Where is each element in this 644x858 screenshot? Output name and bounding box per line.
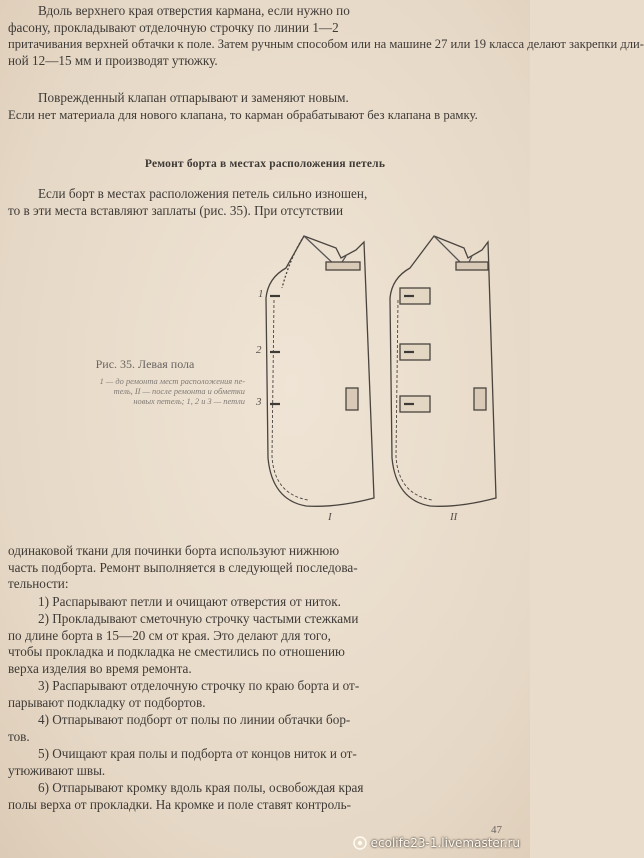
text-line: тов. bbox=[8, 728, 30, 744]
list-step-6 bbox=[8, 780, 495, 813]
text-line: то в эти места вставляют заплаты (рис. 35). При отсутствии bbox=[8, 202, 344, 218]
text-line: Если нет материала для нового клапана, то карман обрабатывают без клапана в рамку. bbox=[8, 107, 478, 122]
paragraph-4 bbox=[8, 543, 495, 593]
garment-diagram bbox=[246, 228, 506, 533]
paragraph-3 bbox=[8, 186, 495, 219]
list-step-5 bbox=[8, 746, 495, 779]
text-line: тельности: bbox=[8, 576, 69, 592]
panel-two-pocket bbox=[474, 388, 486, 410]
text-line: Если борт в местах расположения петель сильно изношен, bbox=[38, 186, 368, 201]
panel-two-pocket-flap bbox=[456, 262, 488, 270]
text-line: чтобы прокладка и подкладка не сместились по отношению bbox=[8, 644, 345, 660]
mark-2-label: 2 bbox=[256, 344, 262, 356]
watermark bbox=[353, 836, 520, 850]
text-line: утюживают швы. bbox=[8, 762, 106, 778]
legend-line: 1 — до ремонта мест расположения пе- bbox=[99, 377, 245, 386]
list-step-3 bbox=[8, 678, 495, 711]
panel-one-pocket bbox=[346, 388, 358, 410]
mark-3-label: 3 bbox=[256, 396, 262, 408]
list-step-4 bbox=[8, 712, 495, 745]
text-line: часть подборта. Ремонт выполняется в следующей последова- bbox=[8, 559, 358, 575]
text-line: 2) Прокладывают сметочную строчку частыми стежками bbox=[38, 611, 359, 626]
panel-one-outline bbox=[266, 236, 374, 506]
page-number: 47 bbox=[491, 824, 502, 836]
mark-1-label: 1 bbox=[258, 288, 264, 300]
text-line: верха изделия во время ремонта. bbox=[8, 661, 192, 677]
legend-line: тель, II — после ремонта и обметки bbox=[113, 387, 245, 396]
text-line: 5) Очищают края полы и подборта от концов ниток и от- bbox=[38, 746, 357, 761]
paragraph-1 bbox=[8, 3, 644, 70]
text-line: Вдоль верхнего края отверстия кармана, если нужно по bbox=[38, 3, 350, 18]
panel-two-label: II bbox=[450, 511, 458, 523]
text-line: ной 12—15 мм и производят утюжку. bbox=[8, 53, 218, 69]
paragraph-2 bbox=[8, 90, 495, 123]
figure-caption-legend bbox=[45, 377, 245, 407]
list-step-1 bbox=[8, 594, 495, 611]
text-line: по длине борта в 15—20 см от края. Это делают для того, bbox=[8, 627, 331, 643]
text-line: притачивания верхней обтачки к поле. Затем ручным способом или на машине 27 или 19 класса делают закрепки дли- bbox=[8, 37, 644, 52]
panel-one-pocket-flap bbox=[326, 262, 360, 270]
watermark-text: ecolife23-1.livemaster.ru bbox=[370, 836, 520, 850]
figure-caption: Рис. 35. Левая пола bbox=[95, 357, 195, 371]
text-line: Поврежденный клапан отпарывают и заменяют новым. bbox=[38, 90, 349, 105]
list-step-2 bbox=[8, 611, 495, 678]
text-line: полы верха от прокладки. На кромке и поле ставят контроль- bbox=[8, 796, 351, 812]
legend-line: новых петель; 1, 2 и 3 — петли bbox=[133, 397, 245, 406]
text-line: 3) Распарывают отделочную строчку по краю борта и от- bbox=[38, 678, 360, 693]
text-line: одинаковой ткани для починки борта используют нижнюю bbox=[8, 543, 340, 558]
section-heading: Ремонт борта в местах расположения петель bbox=[144, 158, 386, 170]
watermark-icon bbox=[353, 836, 367, 850]
text-line: фасону, прокладывают отделочную строчку по линии 1—2 bbox=[8, 19, 339, 35]
text-line: парывают подкладку от подбортов. bbox=[8, 694, 206, 710]
text-line: 4) Отпарывают подборт от полы по линии обтачки бор- bbox=[38, 712, 351, 727]
text-line: 6) Отпарывают кромку вдоль края полы, освобождая края bbox=[38, 780, 364, 795]
text-line: 1) Распарывают петли и очищают отверстия от ниток. bbox=[38, 594, 341, 609]
panel-one-label: I bbox=[328, 511, 332, 523]
panel-two-outline bbox=[390, 236, 496, 506]
figure-35-left-panel-drawing bbox=[246, 228, 506, 533]
